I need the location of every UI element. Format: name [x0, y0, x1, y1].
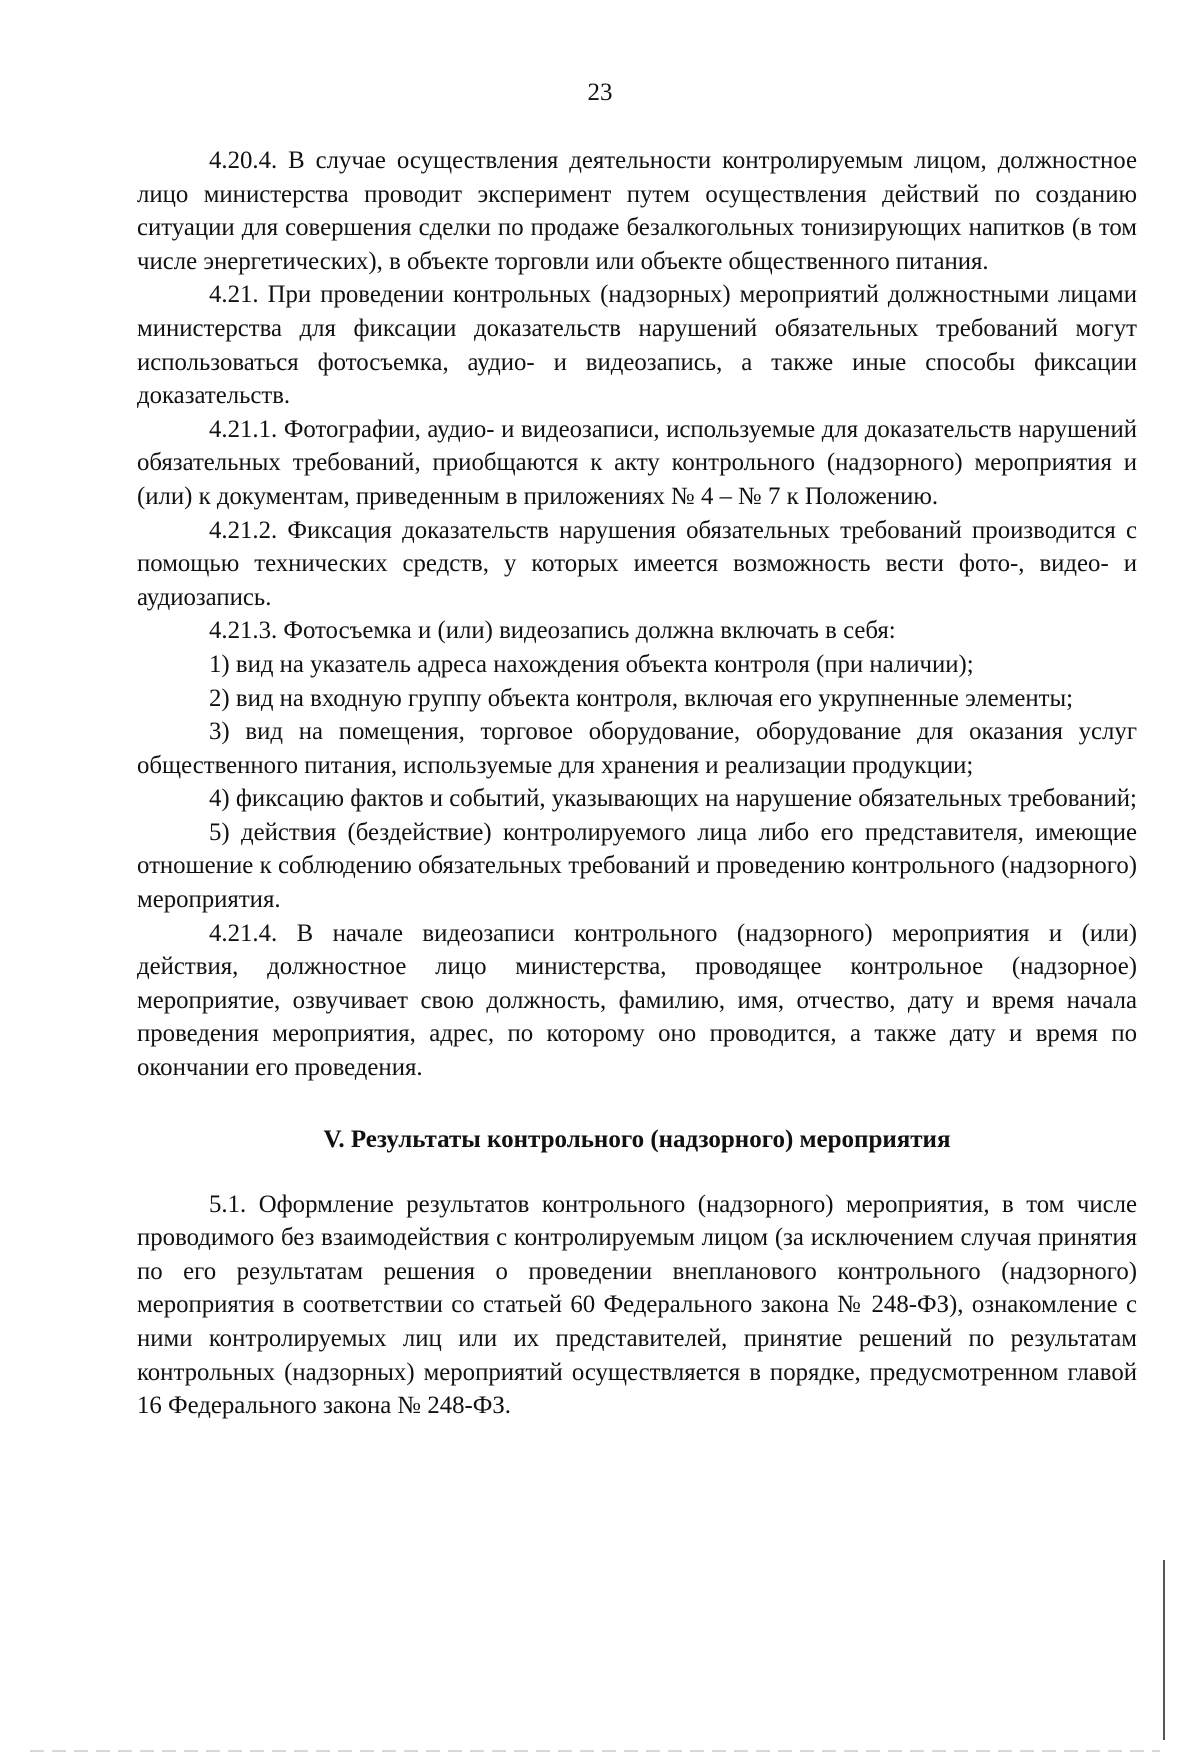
document-body — [137, 144, 1137, 1423]
list-item-1: 1) вид на указатель адреса нахождения объекта контроля (при наличии); — [209, 650, 974, 678]
paragraph-4-21-3: 4.21.3. Фотосъемка и (или) видеозапись должна включать в себя: — [209, 617, 896, 645]
section-heading: V. Результаты контрольного (надзорного) мероприятия — [323, 1125, 951, 1153]
scan-bottom-edge — [30, 1750, 1160, 1752]
paragraph-4-20-4: 4.20.4. В случае осуществления деятельности контролируемым лицом, должностное лицо министерства проводит эксперимент путем осуществления действий по созданию ситуации для совершения сделки по продаже безалкогольных тонизирующих напитков (в том числе энергетических), в объекте торговли или объекте общественного питания. — [137, 147, 1137, 275]
paragraph-5-1: 5.1. Оформление результатов контрольного (надзорного) мероприятия, в том числе проводимого без взаимодействия с контролируемым лицом (за исключением случая принятия по его результатам решения о проведении внепланового контрольного (надзорного) мероприятия в соответствии со статьей 60 Федерального закона № 248-ФЗ), ознакомление с ними контролируемых лиц или их представителей, принятие решений по результатам контрольных (надзорных) мероприятий осуществляется в порядке, предусмотренном главой 16 Федерального закона № 248-ФЗ. — [137, 1190, 1137, 1420]
list-item-2: 2) вид на входную группу объекта контроля, включая его укрупненные элементы; — [209, 684, 1074, 712]
list-item-4: 4) фиксацию фактов и событий, указывающих на нарушение обязательных требований; — [209, 785, 1137, 813]
paragraph-4-21: 4.21. При проведении контрольных (надзорных) мероприятий должностными лицами министерства для фиксации доказательств нарушений обязательных требований могут использоваться фотосъемка, аудио- и видеозапись, а также иные способы фиксации доказательств. — [137, 281, 1137, 410]
page-number: 23 — [587, 79, 613, 106]
list-item-5: 5) действия (бездействие) контролируемого лица либо его представителя, имеющие отношение к соблюдению обязательных требований и проведению контрольного (надзорного) мероприятия. — [137, 818, 1137, 914]
paragraph-4-21-1: 4.21.1. Фотографии, аудио- и видеозаписи, используемые для доказательств нарушений обязательных требований, приобщаются к акту контрольного (надзорного) мероприятия и (или) к документам, приведенным в приложениях № 4 – № 7 к Положению. — [137, 415, 1137, 510]
list-item-3: 3) вид на помещения, торговое оборудование, оборудование для оказания услуг общественного питания, используемые для хранения и реализации продукции; — [137, 718, 1137, 779]
paragraph-4-21-4: 4.21.4. В начале видеозаписи контрольного (надзорного) мероприятия и (или) действия, должностное лицо министерства, проводящее контрольное (надзорное) мероприятие, озвучивает свою должность, фамилию, имя, отчество, дату и время начала проведения мероприятия, адрес, по которому оно проводится, а также дату и время по окончании его проведения. — [137, 919, 1137, 1082]
scan-margin-line — [1163, 1560, 1165, 1740]
paragraph-4-21-2: 4.21.2. Фиксация доказательств нарушения обязательных требований производится с помощью технических средств, у которых имеется возможность вести фото-, видео- и аудиозапись. — [137, 516, 1137, 611]
